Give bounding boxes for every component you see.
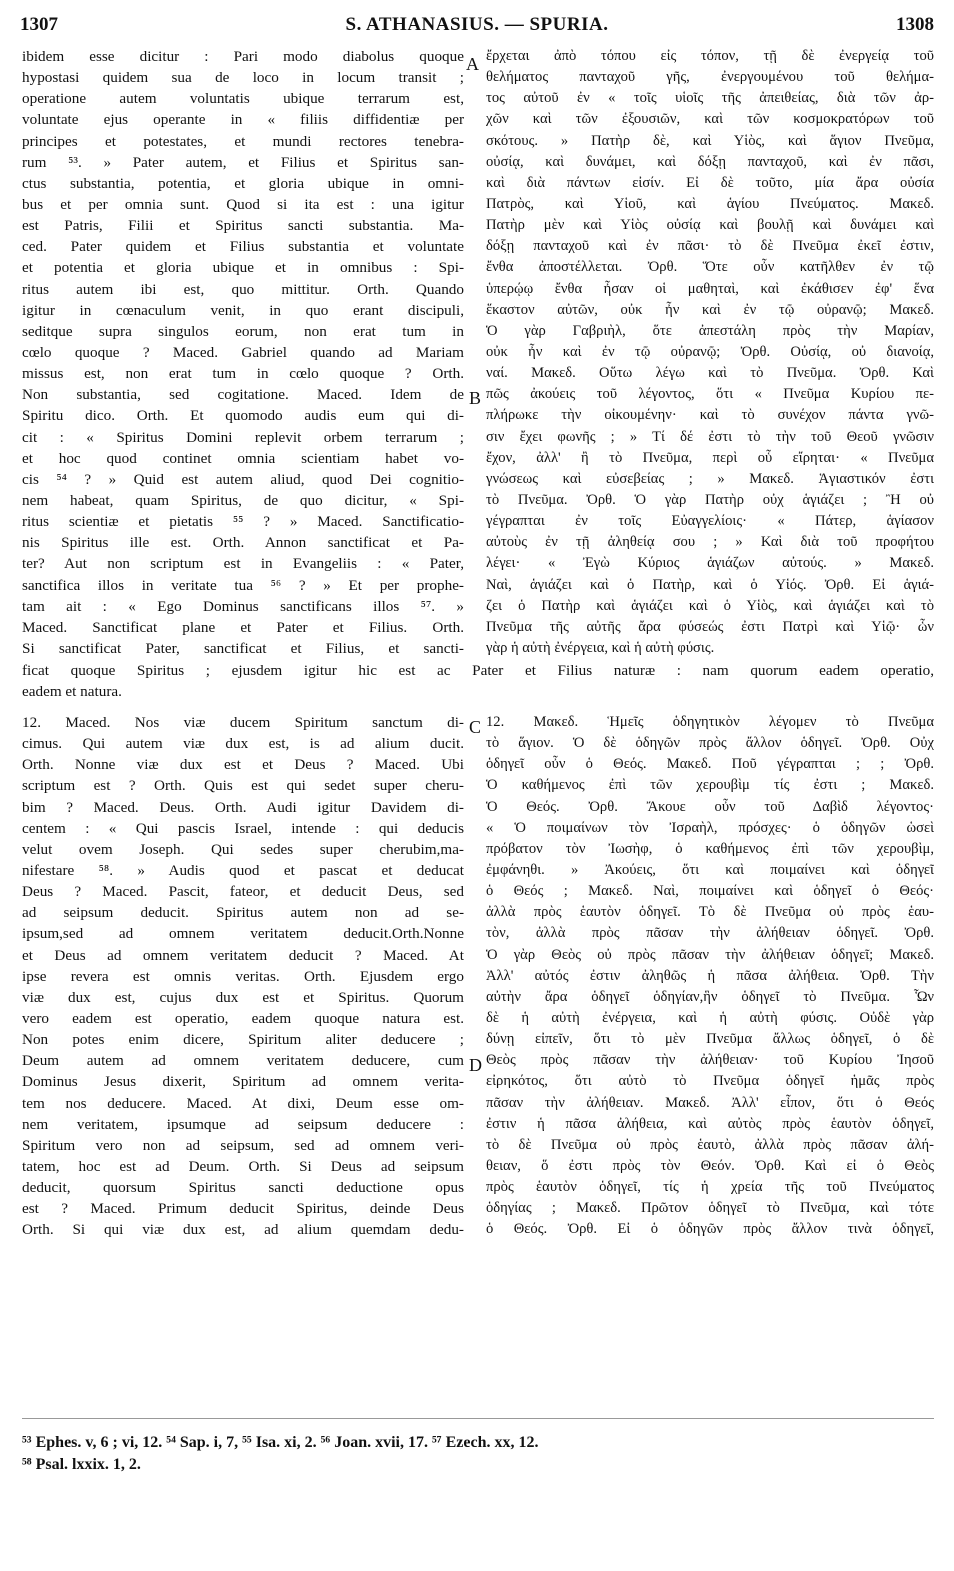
text-line: ἕκαστον αὐτῶν, οὐκ ἦν καὶ ἐν τῷ οὐρανῷ; Μακεδ. [486,301,934,318]
text-line: ὁδηγεῖ οὖν ὁ Θεός. Μακεδ. Ποῦ γέγραπται ; ; Ὀρθ. [486,756,934,773]
text-line: Πατὴρ μὲν καὶ Υἱὸς οὐσίᾳ καὶ βουλῇ καὶ δυνάμει καὶ [486,217,934,234]
footnote-line: ⁵³ Ephes. v, 6 ; vi, 12. ⁵⁴ Sap. i, 7, ⁵⁵ Isa. xi, 2. ⁵⁶ Joan. xvii, 17. ⁵⁷ Ezech. xx, 12. [22,1434,539,1451]
text-line: viæ dux est, cujus dux est et Spiritus. Quorum [22,988,464,1006]
text-line: nis Spiritus ille est. Orth. Annon sanctificat et Pa- [22,534,464,552]
text-line: δόξῃ πανταχοῦ καὶ ἐν πᾶσι· τὸ δὲ Πνεῦμα ἐκεῖ ἐστιν, [486,238,934,255]
full-width-continuation [22,660,934,702]
text-line: αὐτοὺς ἐν τῇ ἀληθείᾳ σου ; » Καὶ διὰ τοῦ προφήτου [486,534,934,551]
text-line: Θεὸς πρὸς πᾶσαν τὴν ἀλήθειαν· τοῦ Κυρίου Ἰησοῦ [486,1052,934,1069]
text-line: principes et potestates, et mundi rectores tenebra- [22,132,464,150]
text-line: ctus substantia, potentia, et gloria ubique in omni- [22,174,464,192]
text-line: Deum autem ad omnem veritatem deducere, cum [22,1052,464,1070]
text-line: ὑπερῴῳ ἔνθα ἦσαν οἱ μαθηταὶ, καὶ ἐκάθισεν ἐφ' ἕνα [486,280,934,297]
text-line: πρόβατον τὸν Ἰωσὴφ, ὁ καθήμενος ἐπὶ τῶν χερουβὶμ, [486,840,934,857]
text-line: seditque supra singulos eorum, non erat tum in [22,322,464,340]
text-line: Non potes enim dicere, Spiritum aliter deducere ; [22,1031,464,1049]
page-header [20,14,934,40]
text-line: οὐσίᾳ, καὶ δυνάμει, καὶ δόξῃ πανταχοῦ, καὶ ἐν πᾶσι, [486,153,934,170]
text-line: deducit, quorsum Spiritus sancti deductione opus [22,1179,464,1197]
text-line: 12. Maced. Nos viæ ducem Spiritum sanctum di- [22,714,464,731]
text-line: Ὁ Θεός. Ὀρθ. Ἄκουε οὖν τοῦ Δαβὶδ λέγοντος· [486,798,934,815]
text-line: χῶν καὶ τῶν ἐξουσιῶν, καὶ τῶν κοσμοκρατόρων τοῦ [486,111,934,128]
text-line: missus est, non erat tum in cœlo quoque ? Orth. [22,365,464,383]
text-line: ἔχον, ἀλλ' ἢ τὸ Πνεῦμα, περὶ οὗ εἴρηται· « Πνεῦμα [486,449,934,466]
text-line: Maced. Sanctificat plane et Pater et Filius. Orth. [22,618,464,636]
text-line: ἐστιν ἡ πᾶσα ἀλήθεια, καὶ αὐτὸς πρὸς ἑαυτὸν ὁδηγεῖ, [486,1115,934,1132]
text-line: τὸ δὲ Πνεῦμα οὐ πρὸς ἑαυτὸ, ἀλλὰ πρὸς πᾶσαν ἀλή- [486,1136,934,1153]
greek-column-section-2 [486,712,934,1241]
text-line: tatem, hoc est ad Deum. Orth. Si Deus ad seipsum [22,1157,464,1175]
text-line: ipse revera est omnis veritas. Orth. Ejusdem ergo [22,967,464,985]
running-title: S. ATHANASIUS. — SPURIA. [345,14,609,35]
text-line: αὐτὴν ἄρα ὁδηγεῖ ὁδηγίαν,ἣν ὁδηγεῖ τὸ Πνεῦμα. Ὧν [486,988,934,1005]
text-line: γέγραπται ἐν τοῖς Εὐαγγελίοις· « Πάτερ, ἁγίασον [486,513,934,530]
text-line: γὰρ ἡ αὐτὴ ἐνέργεια, καὶ ἡ αὐτὴ φύσις. [486,639,715,656]
text-line: Ναὶ, ἁγιάζει καὶ ὁ Πατὴρ, καὶ ὁ Υἱός. Ὀρθ. Εἰ ἁγιά- [486,576,934,593]
text-line: Spiritu dico. Orth. Et quomodo audis eum qui di- [22,407,464,425]
page-number-left: 1307 [20,14,58,35]
text-line: velut ovem Joseph. Qui sedes super cherubim,ma- [22,840,464,858]
text-line: et hoc quod continet omnia scientiam habet vo- [22,449,464,467]
text-line: sanctifica illos in veritate tua ⁵⁶ ? » Et per prophe- [22,576,464,594]
text-line: ibidem esse dicitur : Pari modo diabolus quoque [22,48,464,65]
text-line: Ἀλλ' αὐτός ἐστιν ἀληθῶς ἡ πᾶσα ἀλήθεια. Ὀρθ. Τὴν [486,967,934,984]
text-line: tam ait : « Ego Dominus sanctificans illos ⁵⁷. » [22,597,464,615]
text-line: ipsum,sed ad omnem veritatem deducit.Orth.Nonne [22,925,464,943]
margin-marker-b: B [469,388,482,408]
text-line: nem veritatem, ipsumque ad seipsum deducere : [22,1115,464,1133]
text-line: δὲ ἡ αὐτὴ ἐνέργεια, καὶ ἡ αὐτὴ φύσις. Οὐδὲ γὰρ [486,1009,934,1026]
text-line: operatione autem voluntatis ubique terrarum est, [22,90,464,108]
text-line: et Deus ad omnem veritatem deducit ? Maced. At [22,946,464,964]
footnote-separator [22,1418,934,1419]
text-line: πλήρωκε τὴν οἰκουμένην· καὶ τὸ συνέχον πάντα γνῶ- [486,407,934,424]
text-line: ἀλλὰ πρὸς ἑαυτὸν ὁδηγεῖ. Τὸ δὲ Πνεῦμα οὐ πρὸς ἑαυ- [486,904,934,921]
text-line: bim ? Maced. Deus. Orth. Audi igitur Davidem di- [22,798,464,816]
text-line: Ὁ καθήμενος ἐπὶ τῶν χερουβὶμ τίς ἐστι ; Μακεδ. [486,777,934,794]
text-line: πᾶσαν τὴν ἀλήθειαν. Μακεδ. Ἀλλ' εἶπον, ὅτι ὁ Θεός [486,1094,934,1111]
text-line: θειαν, ὅ ἐστι πρὸς τὸν Θεόν. Ὀρθ. Καὶ εἰ ὁ Θεὸς [486,1157,934,1174]
text-line: εἰρηκότος, ὅτι αὐτὸ τὸ Πνεῦμα ὁδηγεῖ ἡμᾶς πρὸς [486,1073,934,1090]
text-line: Dominus Jesus dixerit, Spiritum ad omnem verita- [22,1073,464,1091]
text-line: ced. Pater quidem et Filius substantia et voluntate [22,238,464,256]
text-line: nem habeat, quam Spiritus, de quo dicitur, « Spi- [22,491,464,509]
text-line: ἐμφάνηθι. » Ἀκούεις, ὅτι καὶ ποιμαίνει καὶ ὁδηγεῖ [486,861,934,878]
text-line: 12. Μακεδ. Ἡμεῖς ὁδηγητικὸν λέγομεν τὸ Πνεῦμα [486,714,934,730]
text-line: est Patris, Filii et Spiritus sancti substantia. Ma- [22,217,464,235]
text-line: οὐκ ἦν καὶ ἐν τῷ οὐρανῷ; Ὀρθ. Οὐσίᾳ, οὐ διανοίᾳ, [486,343,934,360]
text-line: τὸ Πνεῦμα. Ὀρθ. Ὁ γὰρ Πατὴρ οὐχ ἁγιάζει ; Ἢ οὐ [486,491,934,508]
text-line: centem : « Qui pascis Israel, intende : qui deducis [22,819,464,837]
text-line: Πατρὸς, καὶ Υἱοῦ, καὶ ἁγίου Πνεύματος. Μακεδ. [486,195,934,212]
text-line: bus et per omnia sunt. Quod si ita est : una igitur [22,195,464,213]
text-line: hypostasi quidem sua de loco in locum transit ; [22,69,464,87]
text-line: σκότους. » Πατὴρ δὲ, καὶ Υἱὸς, καὶ ἅγιον Πνεῦμα, [486,132,934,149]
margin-marker-c: C [469,717,482,737]
text-line: eadem et natura. [22,683,122,701]
text-line: cis ⁵⁴ ? » Quid est autem aliud, quod Dei cognitio- [22,470,464,488]
text-line: θελήματος πανταχοῦ γῆς, ἐνεργουμένου τοῦ θελήμα- [486,69,934,86]
text-line: ὁ Θεός ; Μακεδ. Ναὶ, ποιμαίνει καὶ ὁδηγεῖ ὁ Θεός· [486,883,934,900]
text-line: Spiritum vero non ad seipsum, sed ad omnem veri- [22,1136,464,1154]
text-line: igitur in cœnaculum venit, in quo erant discipuli, [22,301,464,319]
footnote-line: ⁵⁸ Psal. lxxix. 1, 2. [22,1456,141,1473]
text-line: Ὁ γὰρ Θεὸς οὐ πρὸς πᾶσαν τὴν ἀλήθειαν ὁδηγεῖ; Μακεδ. [486,946,934,963]
margin-marker-d: D [469,1055,482,1075]
text-line: ζει ὁ Πατὴρ καὶ ἁγιάζει καὶ ὁ Υἱὸς, καὶ ἁγιάζει καὶ τὸ [486,597,934,614]
text-line: τος αὐτοῦ ἐν « τοῖς υἱοῖς τῆς ἀπειθείας, διὰ τῶν ἀρ- [486,90,934,107]
text-line: rum ⁵³. » Pater autem, et Filius et Spiritus san- [22,153,464,171]
text-line: δύνῃ εἰπεῖν, ὅτι τὸ μὲν Πνεῦμα ἄλλως ὁδηγεῖ, ὁ δὲ [486,1031,934,1048]
text-line: ναί. Μακεδ. Οὕτω λέγω καὶ τὸ Πνεῦμα. Ὀρθ. Καὶ [486,365,934,382]
text-line: scriptum est ? Orth. Quis est qui sedet super cheru- [22,777,464,795]
text-line: ἔρχεται ἀπὸ τόπου εἰς τόπον, τῇ δὲ ἐνεργείᾳ τοῦ [486,48,934,64]
footnotes [22,1432,934,1476]
text-line: σιν ἔχει φωνῆς ; » Τί δέ ἐστι τὸ τὴν τοῦ Θεοῦ γνῶσιν [486,428,934,445]
text-line: ritus scientiæ et pietatis ⁵⁵ ? » Maced. Sanctificatio- [22,513,464,531]
text-line: πρὸς ἑαυτὸν ὁδηγεῖ, τίς ἡ χρεία τῆς τοῦ Πνεύματος [486,1179,934,1196]
margin-marker-a: A [466,54,479,74]
greek-column-section-1 [486,46,934,659]
text-line: ὁ Θεός. Ὀρθ. Εἰ ὁ ὁδηγῶν πρὸς ἄλλον τινὰ ὁδηγεῖ, [486,1221,934,1238]
text-line: ter? Aut non scriptum est in Evangeliis : « Pater, [22,555,464,573]
text-line: est ? Maced. Primum deducit Spiritus, deinde Deus [22,1200,464,1218]
text-line: λέγει· « Ἐγὼ Κύριος ἁγιάζων αὐτούς. » Μακεδ. [486,555,934,572]
text-line: τὸ ἅγιον. Ὁ δὲ ὁδηγῶν πρὸς ἄλλον ὁδηγεῖ. Ὀρθ. Οὐχ [486,735,934,752]
text-line: tem nos deducere. Maced. At dixi, Deum esse om- [22,1094,464,1112]
text-line: Orth. Nonne viæ dux est et Deus ? Maced. Ubi [22,756,464,774]
latin-column-section-2 [22,712,464,1241]
text-line: nifestare ⁵⁸. » Audis quod et pascat et deducat [22,861,464,879]
text-line: Si sanctificat Pater, sanctificat et Filius, et sancti- [22,639,464,657]
text-line: et potentia et gloria ubique et in omnibus : Spi- [22,259,464,277]
text-line: cit : « Spiritus Domini replevit orbem terrarum ; [22,428,464,446]
text-line: « Ὁ ποιμαίνων τὸν Ἰσραὴλ, πρόσχες· ὁ ὁδηγῶν ὡσεὶ [486,819,934,836]
text-line: Ὁ γὰρ Γαβριὴλ, ὅτε ἀπεστάλη πρὸς τὴν Μαρίαν, [486,322,934,339]
text-line: ἔνθα ἀποστέλλεται. Ὀρθ. Ὅτε οὖν κατῆλθεν ἐν τῷ [486,259,934,276]
text-line: vero eadem est operatio, eadem quoque natura est. [22,1009,464,1027]
text-line: Orth. Si qui viæ dux est, ad alium quemdam dedu- [22,1221,464,1239]
text-line: τὸν, ἀλλὰ πρὸς πᾶσαν τὴν ἀλήθειαν ὁδηγεῖ. Ὀρθ. [486,925,934,942]
latin-column-section-1 [22,46,464,659]
text-line: ὁδηγίας ; Μακεδ. Πρῶτον ὁδηγεῖ τὸ Πνεῦμα, καὶ τότε [486,1200,934,1217]
page-number-right: 1308 [896,14,934,35]
text-line: ad seipsum deducit. Spiritus autem non ad se- [22,904,464,922]
text-line: Πνεῦμα τῆς αὐτῆς ἄρα φύσεώς ἐστι Πατρὶ καὶ Υἱῷ· ὧν [486,618,934,635]
text-line: Deus ? Maced. Pascit, fateor, et deducit Deus, sed [22,883,464,901]
text-line: ritus autem ibi est, quo mittitur. Orth. Quando [22,280,464,298]
text-line: καὶ διὰ πάντων εἰσίν. Εἰ δὲ τοῦτο, μία ἄρα οὐσία [486,174,934,191]
text-line: πῶς ἀκούεις τοῦ λέγοντος, ὅτι « Πνεῦμα Κυρίου πε- [486,386,934,403]
text-line: Non substantia, sed cogitatione. Maced. Idem de [22,386,464,404]
text-line: cœlo quoque ? Maced. Gabriel quando ad Mariam [22,343,464,361]
text-line: γνώσεως καὶ εὐσεβείας ; » Μακεδ. Ἁγιαστικόν ἐστι [486,470,934,487]
text-line: voluntate ejus operante in « filiis diffidentiæ per [22,111,464,129]
text-line: cimus. Qui autem viæ dux est, is ad alium ducit. [22,735,464,753]
text-line: ficat quoque Spiritus ; ejusdem igitur hic est ac Pater et Filius naturæ : nam quorum eadem operatio, [22,662,934,679]
